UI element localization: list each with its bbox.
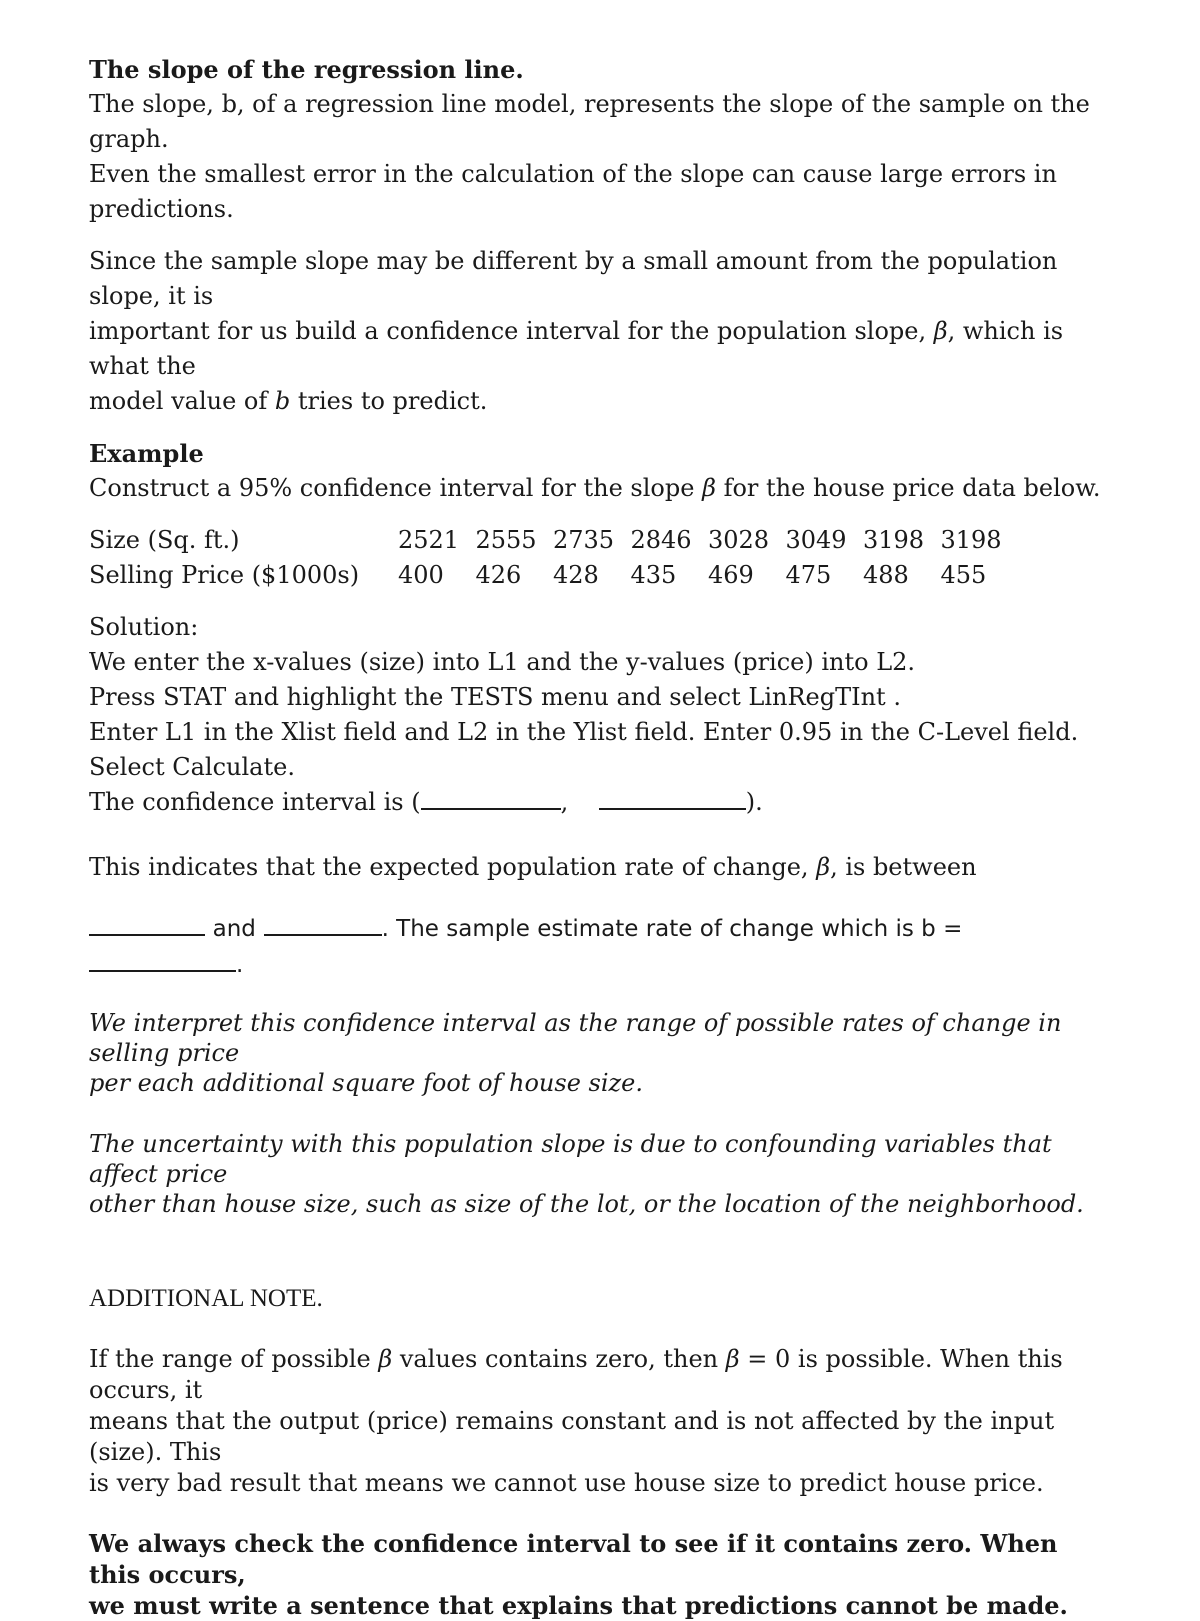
table-cell: 469 bbox=[708, 561, 754, 589]
close-paren: ). bbox=[745, 788, 763, 816]
table-cell: 3198 bbox=[863, 526, 925, 554]
text: model value of bbox=[89, 387, 275, 415]
text: This indicates that the expected population rate of change, bbox=[89, 853, 817, 881]
beta-symbol: β bbox=[702, 474, 716, 502]
beta-symbol: β bbox=[725, 1345, 740, 1373]
example-heading: Example bbox=[89, 439, 204, 468]
note-heading: ADDITIONAL NOTE. bbox=[89, 1285, 323, 1312]
text: The confidence interval is ( bbox=[89, 788, 421, 816]
note-line: means that the output (price) remains constant and is not affected by the input (size). This bbox=[89, 1407, 1055, 1466]
paragraph-line: Since the sample slope may be different by a small amount from the population slope, it is bbox=[89, 247, 1058, 310]
uncertainty-line: other than house size, such as size of the lot, or the location of the neighborhood. bbox=[89, 1190, 1084, 1218]
example-text bbox=[89, 471, 1109, 506]
sample-estimate-text: . The sample estimate rate of change which is b = bbox=[381, 916, 963, 942]
table-cell: 435 bbox=[630, 561, 677, 589]
solution-step: Press STAT and highlight the TESTS menu and select LinRegTInt . bbox=[89, 683, 901, 711]
text: , which is what the bbox=[89, 317, 1064, 380]
note-line bbox=[89, 1344, 1109, 1406]
text: important for us build a confidence interval for the population slope, bbox=[89, 317, 934, 345]
interpretation-line: We interpret this confidence interval as the range of possible rates of change in selling price bbox=[89, 1009, 1062, 1067]
between-line bbox=[89, 911, 1109, 983]
row-label: Size (Sq. ft.) bbox=[89, 526, 240, 554]
beta-symbol: β bbox=[933, 317, 948, 345]
answer-blank[interactable] bbox=[421, 788, 561, 810]
final-line: We always check the confidence interval to see if it contains zero. When this occurs, bbox=[89, 1529, 1058, 1589]
intro-line: The slope, b, of a regression line model, represents the slope of the sample on the graph. bbox=[89, 90, 1090, 153]
table-cell: 3028 bbox=[708, 526, 770, 554]
period: . bbox=[236, 952, 244, 978]
section-heading: The slope of the regression line. bbox=[89, 55, 524, 84]
comma: , bbox=[560, 788, 569, 816]
row-label: Selling Price ($1000s) bbox=[89, 561, 360, 589]
table-cell: 426 bbox=[475, 561, 522, 589]
confidence-interval-line bbox=[89, 785, 1109, 820]
b-symbol: b bbox=[274, 387, 291, 415]
solution-steps bbox=[89, 645, 1109, 785]
table-cell: 3198 bbox=[940, 526, 1002, 554]
table-cell: 2846 bbox=[630, 526, 692, 554]
solution-step: We enter the x-values (size) into L1 and the y-values (price) into L2. bbox=[89, 648, 916, 676]
answer-blank[interactable] bbox=[89, 950, 236, 972]
note-line: is very bad result that means we cannot use house size to predict house price. bbox=[89, 1469, 1044, 1497]
table-cell: 488 bbox=[863, 561, 909, 589]
beta-symbol: β bbox=[378, 1345, 393, 1373]
table-cell: 2735 bbox=[553, 526, 615, 554]
beta-symbol: β bbox=[816, 853, 831, 881]
document-page bbox=[89, 52, 1109, 1621]
table-cell: 400 bbox=[398, 561, 444, 589]
text: 0 is possible. When this occurs, it bbox=[89, 1345, 1063, 1404]
text: Construct a 95% confidence interval for the slope bbox=[89, 474, 703, 502]
table-cell: 2555 bbox=[475, 526, 537, 554]
table-cell: 455 bbox=[940, 561, 987, 589]
solution-label: Solution: bbox=[89, 613, 199, 641]
text: If the range of possible bbox=[89, 1345, 379, 1373]
uncertainty-line: The uncertainty with this population slope is due to confounding variables that affect price bbox=[89, 1130, 1052, 1188]
final-line: we must write a sentence that explains that predictions cannot be made. bbox=[89, 1591, 1068, 1620]
table-cell: 428 bbox=[553, 561, 599, 589]
table-cell: 3049 bbox=[785, 526, 847, 554]
solution-step: Select Calculate. bbox=[89, 753, 295, 781]
equals-sign: = bbox=[739, 1345, 776, 1373]
text: tries to predict. bbox=[290, 387, 488, 415]
table-row bbox=[89, 523, 1018, 558]
intro-line: Even the smallest error in the calculation of the slope can cause large errors in predictions. bbox=[89, 160, 1057, 223]
text: for the house price data below. bbox=[715, 474, 1101, 502]
table-row bbox=[89, 558, 1018, 593]
answer-blank[interactable] bbox=[89, 914, 205, 936]
solution-step: Enter L1 in the Xlist field and L2 in the Ylist field. Enter 0.95 in the C-Level field. bbox=[89, 718, 1079, 746]
paragraph-line bbox=[89, 384, 1109, 419]
text: , is between bbox=[830, 853, 977, 881]
and-word: and bbox=[212, 916, 256, 942]
text: values contains zero, then bbox=[392, 1345, 726, 1373]
table-cell: 2521 bbox=[398, 526, 460, 554]
indicates-line bbox=[89, 850, 1109, 885]
table-cell: 475 bbox=[785, 561, 832, 589]
answer-blank[interactable] bbox=[264, 914, 382, 936]
interpretation-line: per each additional square foot of house size. bbox=[89, 1069, 644, 1097]
paragraph-line bbox=[89, 314, 1109, 384]
answer-blank[interactable] bbox=[599, 788, 746, 810]
house-data-table bbox=[89, 523, 1018, 593]
